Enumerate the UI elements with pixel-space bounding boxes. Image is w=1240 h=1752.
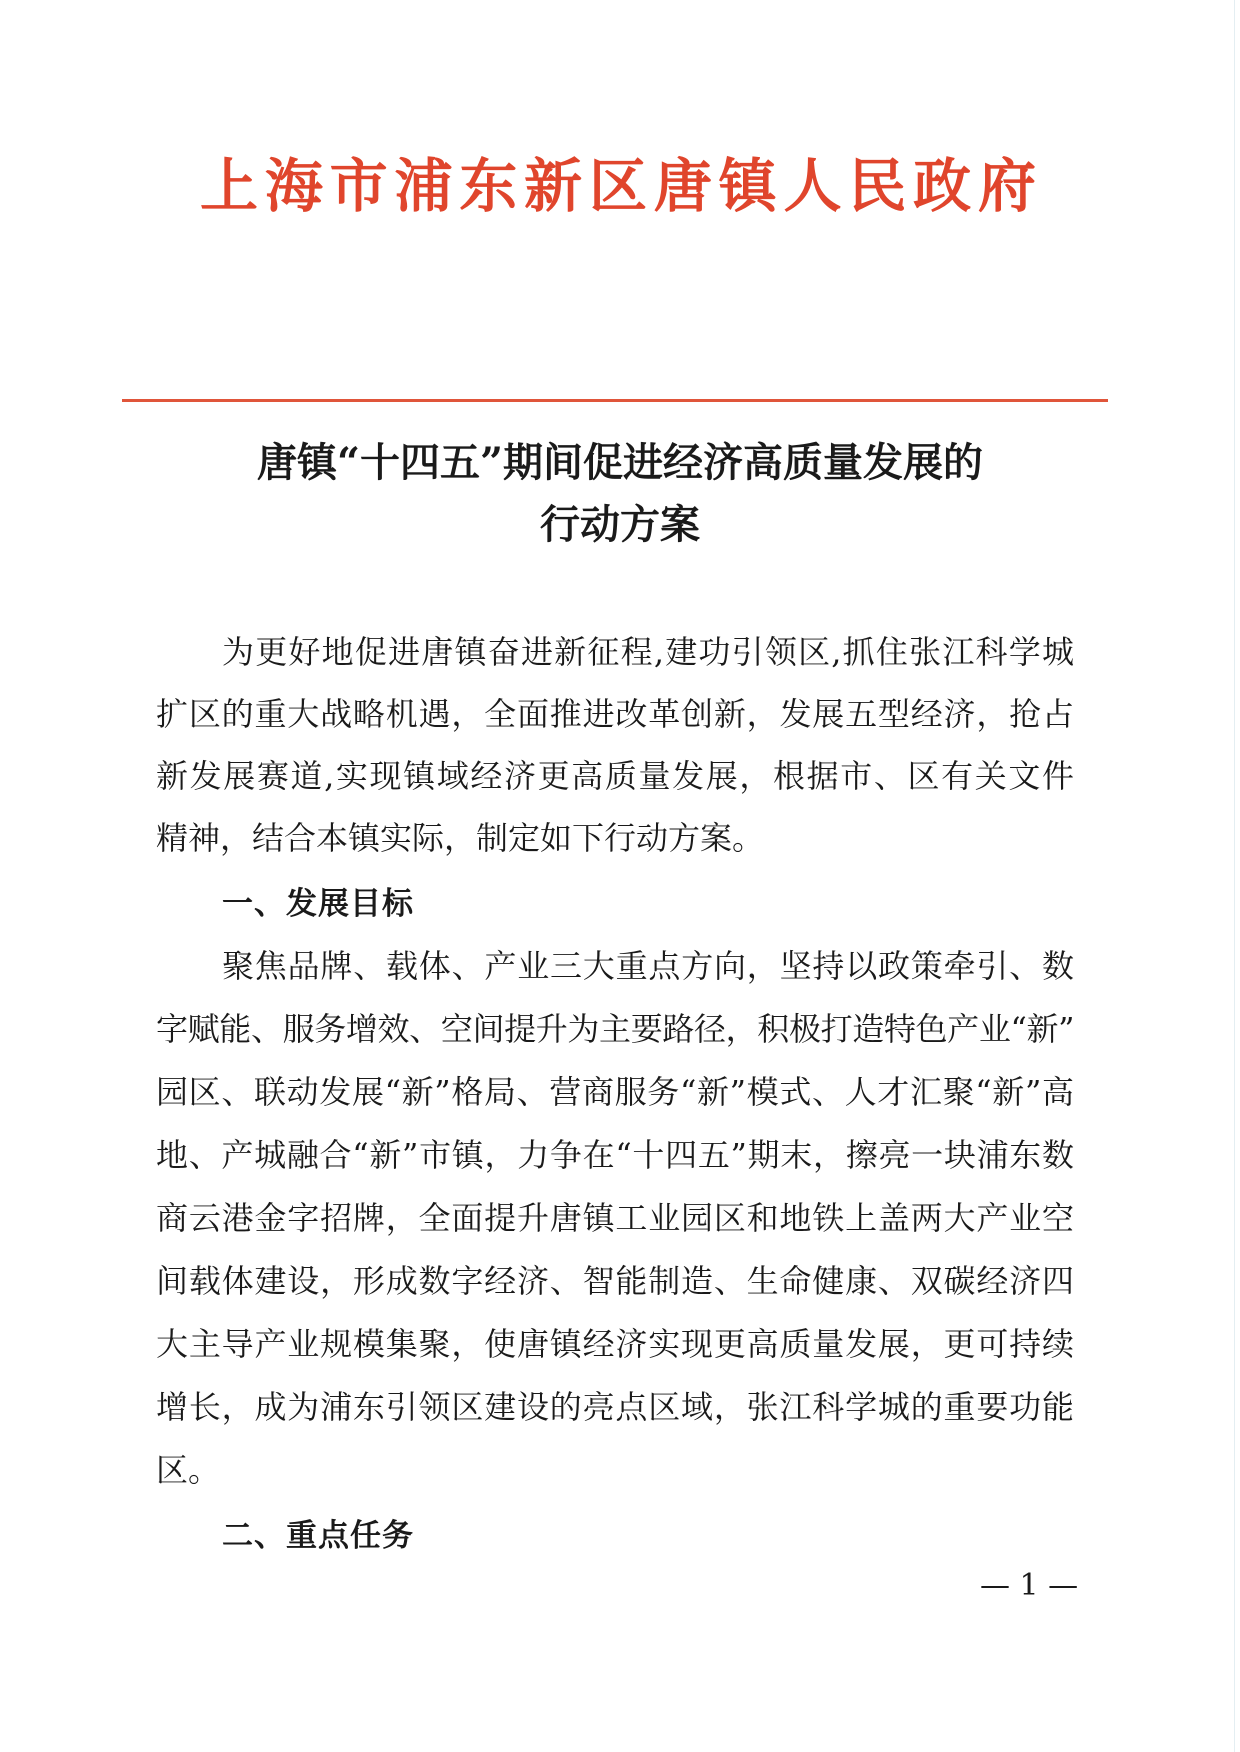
page-number: — 1 — — [980, 1568, 1079, 1603]
document-title-line-2: 行动方案 — [540, 501, 700, 548]
section1-line: 商云港金字招牌，全面提升唐镇工业园区和地铁上盖两大产业空 — [156, 1199, 1074, 1237]
red-separator-line — [122, 399, 1108, 402]
section1-line: 字赋能、服务增效、空间提升为主要路径，积极打造特色产业“新” — [156, 1010, 1074, 1048]
scan-edge — [1234, 0, 1235, 1752]
section1-line: 园区、联动发展“新”格局、营商服务“新”模式、人才汇聚“新”高 — [156, 1073, 1074, 1111]
intro-line: 扩区的重大战略机遇，全面推进改革创新，发展五型经济，抢占 — [156, 695, 1074, 733]
intro-line: 为更好地促进唐镇奋进新征程,建功引领区,抓住张江科学城 — [222, 633, 1074, 671]
intro-line: 新发展赛道,实现镇域经济更高质量发展，根据市、区有关文件 — [156, 757, 1074, 795]
section1-line: 增长，成为浦东引领区建设的亮点区域，张江科学城的重要功能 — [156, 1388, 1074, 1426]
section1-line: 聚焦品牌、载体、产业三大重点方向，坚持以政策牵引、数 — [222, 947, 1074, 985]
section-heading-tasks: 二、重点任务 — [222, 1518, 414, 1554]
section1-line: 间载体建设，形成数字经济、智能制造、生命健康、双碳经济四 — [156, 1262, 1074, 1300]
section1-line: 区。 — [156, 1451, 221, 1489]
section-heading-goals: 一、发展目标 — [222, 886, 414, 922]
document-title-line-1: 唐镇“十四五”期间促进经济高质量发展的 — [256, 439, 983, 486]
section1-line: 大主导产业规模集聚，使唐镇经济实现更高质量发展，更可持续 — [156, 1325, 1074, 1363]
intro-line: 精神，结合本镇实际，制定如下行动方案。 — [156, 819, 765, 857]
issuing-authority-header: 上海市浦东新区唐镇人民政府 — [200, 152, 1040, 220]
section1-line: 地、产城融合“新”市镇，力争在“十四五”期末，擦亮一块浦东数 — [156, 1136, 1074, 1174]
